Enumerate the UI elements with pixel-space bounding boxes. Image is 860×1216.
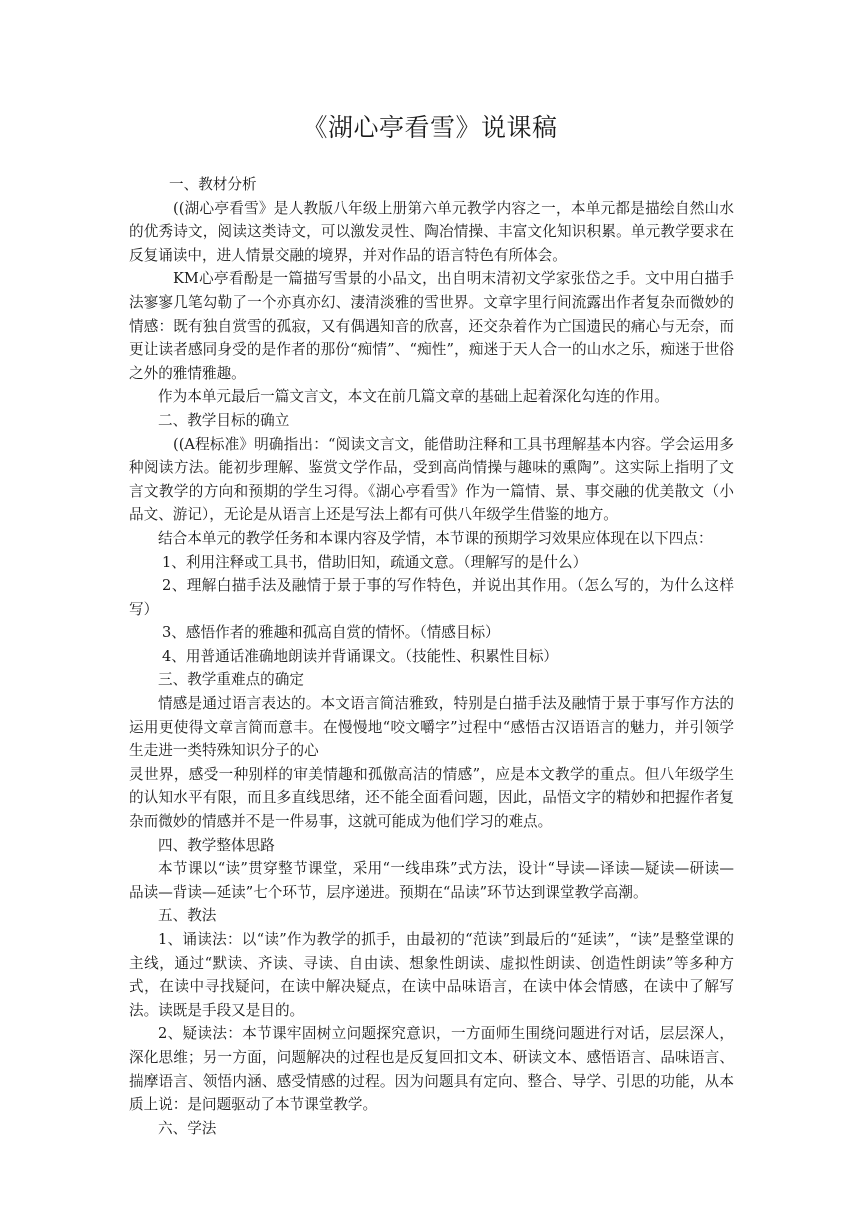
section-heading-6: 六、学法 <box>158 1119 217 1137</box>
paragraph: 本节课以“读”贯穿整节课堂，采用“一线串珠”式方法，设计“导读—译读—疑读—研读—品读—背读—延读”七个环节，层序递进。预期在“品读”环节达到课堂教学高潮。 <box>129 860 734 901</box>
section-heading-3: 三、教学重难点的确定 <box>158 671 304 689</box>
paragraph: ((湖心亭看雪》是人教版八年级上册第六单元教学内容之一，本单元都是描绘自然山水的优秀诗文，阅读这类诗文，可以激发灵性、陶冶情操、丰富文化知识积累。单元教学要求在反复诵读中，进人情景交融的境界，并对作品的语言特色有所体会。 <box>129 199 734 264</box>
list-item: 3、感悟作者的雅趣和孤高自赏的情怀。（情感目标） <box>162 624 500 642</box>
section-heading-2: 二、教学目标的确立 <box>158 411 290 429</box>
section-heading-5: 五、教法 <box>158 907 217 925</box>
list-item: 1、利用注释或工具书，借助旧知，疏通文意。（理解写的是什么） <box>162 553 588 571</box>
paragraph: KM心亭看酚是一篇描写雪景的小品文，出自明末清初文学家张岱之手。文中用白描手法寥寥几笔勾勒了一个亦真亦幻、淒清淡雅的雪世界。文章字里行间流露出作者复杂而微妙的情感：既有独自赏雪的孤寂，又有偶遇知音的欣喜，还交杂着作为亡国遗民的痛心与无奈，而更让读者感同身受的是作者的那份“痴情”、“痴性”，痴迷于天人合一的山水之乐，痴迷于世俗之外的雅情雅趣。 <box>129 270 734 382</box>
list-item: 4、用普通话准确地朗读并背诵课文。（技能性、积累性目标） <box>162 647 559 665</box>
paragraph: ((A程标准》明确指出：“阅读文言文，能借助注释和工具书理解基本内容。学会运用多种阅读方法。能初步理解、鉴赏文学作品，受到高尚情操与趣味的熏陶”。这实际上指明了文言文教学的方向和预期的学生习得。《湖心亭看雪》作为一篇情、景、事交融的优美散文（小品文、游记），无论是从语言上还是写法上都有可供八年级学生借鉴的地方。 <box>129 435 734 524</box>
list-item: 2、理解白描手法及融情于景于事的写作特色，并说出其作用。（怎么写的，为什么这样写） <box>129 577 734 618</box>
paragraph: 灵世界，感受一种别样的审美情趣和孤傲高洁的情感”，应是本文教学的重点。但八年级学生的认知水平有限，而且多直线思绪，还不能全面看问题，因此，品悟文字的精妙和把握作者复杂而微妙的情感并不是一件易事，这就可能成为他们学习的难点。 <box>129 765 734 831</box>
section-heading-1: 一、教材分析 <box>169 176 257 193</box>
paragraph: 情感是通过语言表达的。本文语言简洁雅致，特别是白描手法及融情于景于事写作方法的运用更使得文章言简而意丰。在慢慢地“咬文嚼字”过程中“感悟古汉语语言的魅力，并引领学生走进一类特殊知识分子的心 <box>129 695 734 760</box>
paragraph: 2、疑读法：本节课牢固树立问题探究意识，一方面师生围绕问题进行对话，层层深人，深化思维；另一方面，问题解决的过程也是反复回扣文本、研读文本、感悟语言、品味语言、揣摩语言、领悟内涵、感受情感的过程。因为问题具有定向、整合、导学、引思的功能，从本质上说：是问题驱动了本节课堂教学。 <box>129 1025 734 1114</box>
document-title: 《湖心亭看雪》说课稿 <box>302 113 558 142</box>
document-body <box>129 173 734 1140</box>
section-heading-4: 四、教学整体思路 <box>158 836 275 854</box>
paragraph: 作为本单元最后一篇文言文，本文在前几篇文章的基础上起着深化勾连的作用。 <box>158 388 669 406</box>
paragraph: 结合本单元的教学任务和本课内容及学情，本节课的预期学习效果应体现在以下四点： <box>158 529 713 547</box>
paragraph: 1、诵读法：以“读”作为教学的抓手，由最初的“范读”到最后的“延读”，“读”是整堂课的主线，通过“默读、齐读、寻读、自由读、想象性朗读、虚拟性朗读、创造性朗读”等多种方式，在读中寻找疑问，在读中解决疑点，在读中品味语言，在读中体会情感，在读中了解写法。读既是手段又是目的。 <box>129 931 734 1019</box>
